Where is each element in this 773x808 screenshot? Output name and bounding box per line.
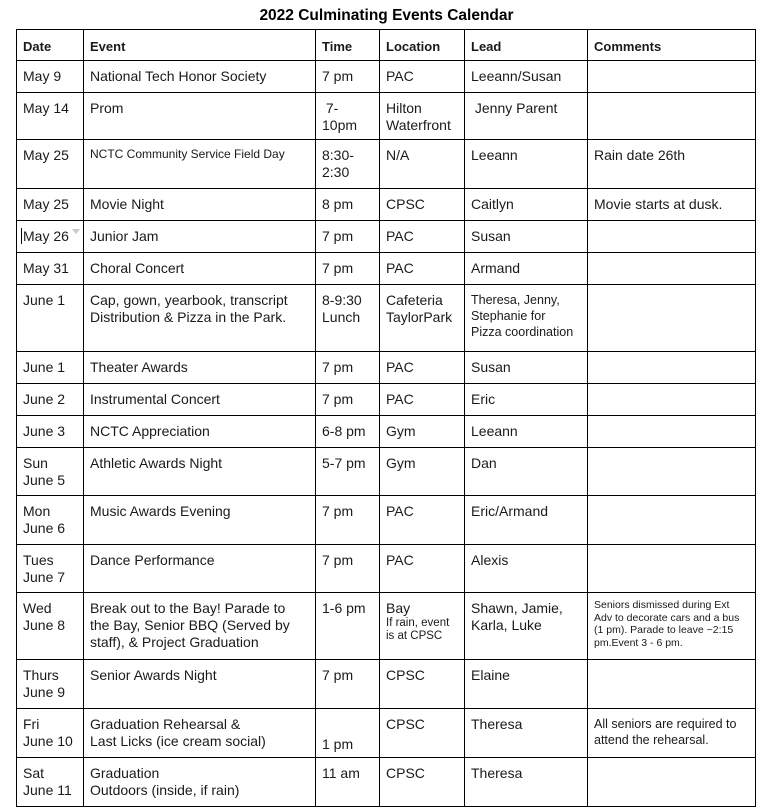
cell-date[interactable] [17, 93, 84, 140]
date-text: June 1 [23, 359, 66, 375]
cell-event[interactable] [84, 758, 316, 807]
table-row [17, 140, 756, 189]
lead-text: Pizza coordination [471, 325, 574, 339]
cell-date[interactable] [17, 253, 84, 285]
cell-comments[interactable] [588, 253, 756, 285]
date-text: Tues [23, 552, 54, 568]
cell-event[interactable] [84, 593, 316, 660]
cell-comments[interactable] [588, 352, 756, 384]
cell-comments[interactable] [588, 448, 756, 496]
lead-text: Leeann/Susan [471, 68, 562, 84]
lead-text: Leeann [471, 147, 518, 163]
cell-lead[interactable] [465, 221, 588, 253]
cell-date[interactable] [17, 593, 84, 660]
cell-time[interactable] [316, 593, 380, 660]
location-text: PAC [386, 391, 414, 407]
cell-date[interactable] [17, 709, 84, 758]
cell-time[interactable] [316, 352, 380, 384]
cell-lead[interactable] [465, 545, 588, 593]
time-text: 8 pm [322, 196, 354, 212]
cell-date[interactable] [17, 384, 84, 416]
cell-location[interactable] [380, 253, 465, 285]
date-text: Fri [23, 716, 40, 732]
lead-text: Jenny Parent [471, 100, 558, 116]
table-row [17, 384, 756, 416]
date-text: June 8 [23, 617, 66, 633]
cell-lead[interactable] [465, 285, 588, 352]
events-table [16, 29, 756, 807]
header-row [17, 30, 756, 61]
date-text: June 9 [23, 684, 66, 700]
time-text: 2:30 [322, 164, 350, 180]
cell-time[interactable] [316, 660, 380, 709]
time-text: 7 pm [322, 391, 354, 407]
cell-comments[interactable] [588, 758, 756, 807]
time-text: 7- [322, 100, 339, 116]
lead-text: Eric/Armand [471, 503, 549, 519]
lead-text: Elaine [471, 667, 510, 683]
time-text: 8:30- [322, 147, 354, 163]
cell-time[interactable] [316, 496, 380, 545]
event-text: staff), & Project Graduation [90, 634, 259, 650]
cell-comments[interactable] [588, 61, 756, 93]
time-text: 8-9:30 [322, 292, 362, 308]
cell-date[interactable] [17, 285, 84, 352]
location-text: PAC [386, 503, 414, 519]
comments-text: Adv to decorate cars and a bus [594, 611, 740, 624]
event-text: Dance Performance [90, 552, 215, 568]
cell-comments[interactable] [588, 189, 756, 221]
cell-time[interactable] [316, 416, 380, 448]
time-text: 7 pm [322, 359, 354, 375]
location-text: CPSC [386, 196, 425, 212]
time-text: 7 pm [322, 260, 354, 276]
location-text: CPSC [386, 765, 425, 781]
cell-lead[interactable] [465, 660, 588, 709]
cell-lead[interactable] [465, 416, 588, 448]
date-text: June 2 [23, 391, 66, 407]
table-row [17, 93, 756, 140]
location-note-text: If rain, event [386, 617, 450, 629]
cell-lead[interactable] [465, 709, 588, 758]
time-text: 1-6 pm [322, 600, 366, 616]
cell-event[interactable] [84, 496, 316, 545]
cell-lead[interactable] [465, 593, 588, 660]
time-text: 6-8 pm [322, 423, 366, 439]
cell-location[interactable] [380, 416, 465, 448]
cell-event[interactable] [84, 352, 316, 384]
table-row [17, 593, 756, 660]
lead-text: Theresa, Jenny, [471, 293, 560, 307]
header-lead[interactable]: Lead [465, 30, 588, 61]
date-text: June 11 [23, 782, 72, 798]
cell-comments[interactable] [588, 221, 756, 253]
location-text: PAC [386, 260, 414, 276]
cell-location[interactable] [380, 384, 465, 416]
cell-lead[interactable] [465, 140, 588, 189]
cell-location[interactable] [380, 285, 465, 352]
time-text: 7 pm [322, 552, 354, 568]
cell-time[interactable] [316, 709, 380, 758]
cell-event[interactable] [84, 61, 316, 93]
time-text: 10pm [322, 117, 358, 133]
comments-text: Movie starts at dusk. [594, 196, 723, 212]
cell-time[interactable] [316, 384, 380, 416]
cell-location[interactable] [380, 758, 465, 807]
lead-text: Alexis [471, 552, 509, 568]
time-text: 1 pm [322, 736, 354, 752]
date-text: May 26 [23, 228, 69, 244]
location-text: PAC [386, 552, 414, 568]
comments-text: All seniors are required to [594, 717, 737, 731]
location-text: PAC [386, 68, 414, 84]
cell-date[interactable] [17, 416, 84, 448]
cell-date[interactable] [17, 189, 84, 221]
date-text: May 31 [23, 260, 69, 276]
date-text: June 1 [23, 292, 66, 308]
lead-text: Susan [471, 228, 511, 244]
event-text: Music Awards Evening [90, 503, 231, 519]
cell-comments[interactable] [588, 496, 756, 545]
cell-location[interactable] [380, 93, 465, 140]
location-text: Cafeteria [386, 292, 443, 308]
cell-time[interactable] [316, 189, 380, 221]
cell-location[interactable] [380, 545, 465, 593]
time-text: 7 pm [322, 68, 354, 84]
text-cursor [21, 228, 22, 244]
event-text: NCTC Community Service Field Day [90, 147, 285, 161]
cell-date[interactable] [17, 496, 84, 545]
event-text: Prom [90, 100, 124, 116]
cell-location[interactable] [380, 61, 465, 93]
lead-text: Susan [471, 359, 511, 375]
time-text: 7 pm [322, 667, 354, 683]
comments-text: pm.Event 3 - 6 pm. [594, 636, 683, 649]
cell-comments[interactable] [588, 545, 756, 593]
table-row [17, 545, 756, 593]
table-row [17, 758, 756, 807]
header-location[interactable]: Location [380, 30, 465, 61]
table-row [17, 352, 756, 384]
event-text: NCTC Appreciation [90, 423, 210, 439]
cell-date[interactable] [17, 758, 84, 807]
cell-time[interactable] [316, 253, 380, 285]
event-text: Distribution & Pizza in the Park. [90, 309, 287, 325]
date-text: Mon [23, 503, 51, 519]
cell-event[interactable] [84, 384, 316, 416]
cell-comments[interactable] [588, 384, 756, 416]
cell-event[interactable] [84, 416, 316, 448]
event-text: the Bay, Senior BBQ (Served by [90, 617, 290, 633]
cell-date[interactable] [17, 352, 84, 384]
event-text: Graduation [90, 765, 160, 781]
cell-lead[interactable] [465, 93, 588, 140]
time-text: 11 am [322, 765, 360, 781]
cell-location[interactable] [380, 496, 465, 545]
lead-text: Armand [471, 260, 521, 276]
location-text: TaylorPark [386, 309, 453, 325]
cell-location[interactable] [380, 352, 465, 384]
cell-lead[interactable] [465, 253, 588, 285]
cell-event[interactable] [84, 448, 316, 496]
date-text: Thurs [23, 667, 59, 683]
cell-lead[interactable] [465, 352, 588, 384]
cell-time[interactable] [316, 758, 380, 807]
cell-time[interactable] [316, 61, 380, 93]
event-text: Break out to the Bay! Parade to [90, 600, 286, 616]
cell-event[interactable] [84, 285, 316, 352]
cell-location[interactable] [380, 221, 465, 253]
cell-date[interactable] [17, 545, 84, 593]
table-row [17, 221, 756, 253]
date-text: June 10 [23, 733, 73, 749]
location-text: PAC [386, 359, 414, 375]
location-text: Waterfront [386, 117, 451, 133]
event-text: Athletic Awards Night [90, 455, 223, 471]
cell-comments[interactable] [588, 140, 756, 189]
cell-location[interactable] [380, 448, 465, 496]
location-text: CPSC [386, 716, 425, 732]
location-text: N/A [386, 147, 410, 163]
header-comments[interactable]: Comments [588, 30, 756, 61]
lead-text: Theresa [471, 765, 523, 781]
location-text: Bay [386, 600, 411, 616]
cell-location[interactable] [380, 140, 465, 189]
cell-location[interactable] [380, 660, 465, 709]
date-text: May 9 [23, 68, 62, 84]
table-row [17, 61, 756, 93]
table-row [17, 709, 756, 758]
event-text: Senior Awards Night [90, 667, 217, 683]
cell-location[interactable] [380, 189, 465, 221]
lead-text: Leeann [471, 423, 518, 439]
cell-date[interactable] [17, 140, 84, 189]
table-row [17, 416, 756, 448]
cell-time[interactable] [316, 140, 380, 189]
cell-time[interactable] [316, 285, 380, 352]
cell-comments[interactable] [588, 93, 756, 140]
cell-event[interactable] [84, 545, 316, 593]
cell-event[interactable] [84, 189, 316, 221]
location-text: Hilton [386, 100, 422, 116]
table-row [17, 285, 756, 352]
date-text: Wed [23, 600, 52, 616]
cell-time[interactable] [316, 221, 380, 253]
event-text: Cap, gown, yearbook, transcript [90, 292, 288, 308]
date-text: May 14 [23, 100, 69, 116]
time-text: 7 pm [322, 228, 354, 244]
lead-text: Theresa [471, 716, 523, 732]
event-text: National Tech Honor Society [90, 68, 267, 84]
cell-date[interactable] [17, 448, 84, 496]
date-text: June 5 [23, 472, 66, 488]
page-title: 2022 Culminating Events Calendar [259, 7, 514, 24]
lead-text: Stephanie for [471, 309, 546, 323]
time-text: Lunch [322, 309, 361, 325]
cell-time[interactable] [316, 545, 380, 593]
cell-time[interactable] [316, 448, 380, 496]
comments-text: (1 pm). Parade to leave ~2:15 [594, 624, 734, 636]
table-row [17, 496, 756, 545]
header-time[interactable]: Time [316, 30, 380, 61]
cell-lead[interactable] [465, 61, 588, 93]
event-text: Instrumental Concert [90, 391, 220, 407]
date-text: Sat [23, 765, 45, 781]
cell-event[interactable] [84, 93, 316, 140]
cell-time[interactable] [316, 93, 380, 140]
cell-lead[interactable] [465, 496, 588, 545]
cell-comments[interactable] [588, 709, 756, 758]
cell-lead[interactable] [465, 758, 588, 807]
cell-date[interactable] [17, 61, 84, 93]
location-text: CPSC [386, 667, 425, 683]
time-text: 7 pm [322, 503, 354, 519]
table-row [17, 448, 756, 496]
table-row [17, 660, 756, 709]
table-row [17, 189, 756, 221]
event-text: Last Licks (ice cream social) [90, 733, 266, 749]
comments-text: attend the rehearsal. [594, 733, 709, 747]
lead-text: Shawn, Jamie, [471, 600, 563, 616]
header-date[interactable]: Date [17, 30, 84, 61]
lead-text: Dan [471, 455, 497, 471]
location-text: Gym [386, 455, 416, 471]
event-text: Movie Night [90, 196, 164, 212]
cell-location[interactable] [380, 709, 465, 758]
dropdown-caret-icon[interactable] [72, 229, 80, 234]
cell-event[interactable] [84, 253, 316, 285]
date-text: June 3 [23, 423, 66, 439]
event-text: Outdoors (inside, if rain) [90, 782, 240, 798]
cell-event[interactable] [84, 660, 316, 709]
date-text: Sun [23, 455, 48, 471]
cell-event[interactable] [84, 709, 316, 758]
comments-text: Rain date 26th [594, 147, 686, 163]
date-text: June 6 [23, 520, 66, 536]
event-text: Choral Concert [90, 260, 185, 276]
cell-lead[interactable] [465, 448, 588, 496]
date-text: May 25 [23, 196, 69, 212]
lead-text: Caitlyn [471, 196, 514, 212]
lead-text: Karla, Luke [471, 617, 542, 633]
comments-text: Seniors dismissed during Ext [594, 599, 730, 611]
lead-text: Eric [471, 391, 496, 407]
cell-comments[interactable] [588, 416, 756, 448]
location-text: PAC [386, 228, 414, 244]
location-text: Gym [386, 423, 416, 439]
date-text: May 25 [23, 147, 69, 163]
location-note-text: is at CPSC [386, 630, 443, 642]
cell-date[interactable] [17, 660, 84, 709]
header-event[interactable]: Event [84, 30, 316, 61]
cell-comments[interactable] [588, 660, 756, 709]
time-text: 5-7 pm [322, 455, 366, 471]
cell-comments[interactable] [588, 285, 756, 352]
cell-comments[interactable] [588, 593, 756, 660]
event-text: Theater Awards [90, 359, 188, 375]
table-row [17, 253, 756, 285]
cell-location[interactable] [380, 593, 465, 660]
cell-event[interactable] [84, 140, 316, 189]
cell-lead[interactable] [465, 189, 588, 221]
cell-event[interactable] [84, 221, 316, 253]
event-text: Graduation Rehearsal & [90, 716, 241, 732]
cell-lead[interactable] [465, 384, 588, 416]
date-text: June 7 [23, 569, 66, 585]
cell-date[interactable] [17, 221, 84, 253]
event-text: Junior Jam [90, 228, 159, 244]
